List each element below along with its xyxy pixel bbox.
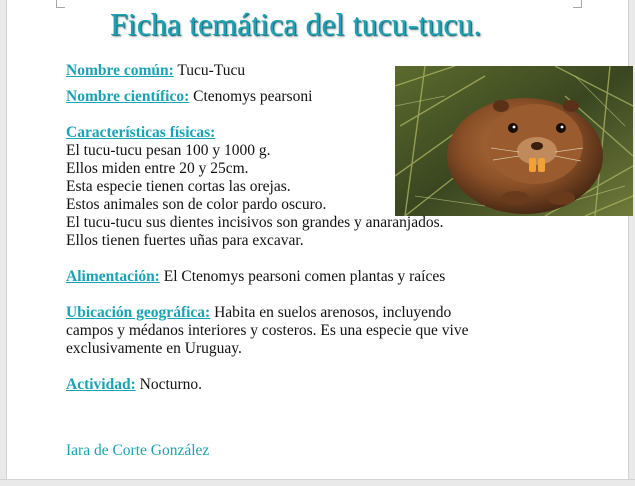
common-name-line [66,62,496,80]
location-value: Habita en suelos arenosos, incluyendo campos y médanos interiores y costeros. Es una especie que vive exclusivamente en Uruguay. [66,304,469,357]
physical-line: Ellos miden entre 20 y 25cm. [66,160,249,177]
physical-label: Características físicas: [66,124,216,141]
activity-label: Actividad: [66,376,136,393]
activity-value: Nocturno. [135,376,203,393]
activity-line [66,376,496,394]
common-name-label: Nombre común: [66,62,174,79]
page-title: Ficha temática del tucu-tucu. [110,6,482,42]
document-body [66,62,496,394]
physical-line: Esta especie tienen cortas las orejas. [66,178,291,195]
scientific-name-line [66,88,496,106]
author-signature: Iara de Corte González [66,442,210,459]
physical-line: Ellos tienen fuertes uñas para excavar. [66,232,304,249]
left-margin-bar [0,0,7,486]
diet-label: Alimentación: [66,268,160,285]
bottom-margin-bar [0,479,635,486]
physical-line: Estos animales son de color pardo oscuro. [66,196,327,213]
diet-value: El Ctenomys pearsoni comen plantas y raíces [159,268,446,285]
margin-corner-marker-right [573,0,582,8]
physical-line: El tucu-tucu sus dientes incisivos son grandes y anaranjados. [66,214,444,231]
scientific-name-value: Ctenomys pearsoni [189,88,313,105]
physical-heading [66,124,496,142]
scientific-name-label: Nombre científico: [66,88,190,105]
common-name-value: Tucu-Tucu [173,62,246,79]
physical-line: El tucu-tucu pesan 100 y 1000 g. [66,142,271,159]
location-paragraph [66,304,486,358]
location-label: Ubicación geográfica: [66,304,211,321]
diet-line [66,268,496,286]
margin-corner-marker-left [56,0,65,8]
